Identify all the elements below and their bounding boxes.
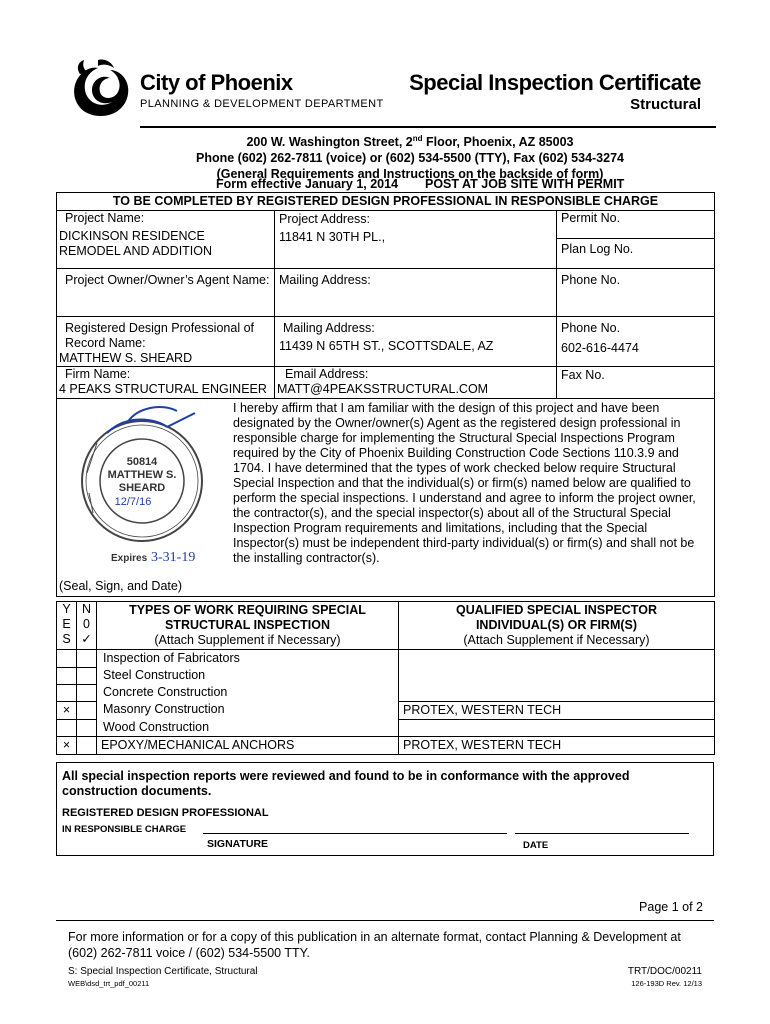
seal-caption: (Seal, Sign, and Date)	[59, 579, 182, 593]
firm-cell	[57, 367, 275, 399]
rdp-name-value[interactable]: MATTHEW S. SHEARD	[59, 351, 193, 365]
inspector[interactable]	[399, 650, 715, 668]
table-row	[57, 719, 715, 737]
work-type: Wood Construction	[97, 719, 399, 737]
header-rule	[140, 126, 716, 128]
types-header	[97, 602, 399, 650]
inspector[interactable]	[399, 719, 715, 737]
seal-name2: SHEARD	[118, 482, 166, 494]
types-header-line1: TYPES OF WORK REQUIRING SPECIAL	[129, 603, 366, 617]
seal-expires-date: 3-31-19	[151, 550, 196, 565]
doc-name: S: Special Inspection Certificate, Structural	[68, 966, 258, 977]
project-address-value[interactable]: 11841 N 30TH PL.,	[279, 230, 386, 244]
rdp-phone-cell	[557, 317, 715, 367]
rdp-label: Registered Design Professional of Record Name:	[65, 321, 254, 350]
yes-header-y: Y	[62, 602, 71, 616]
doc-subtitle: Structural	[630, 96, 701, 113]
no-checkbox[interactable]	[77, 719, 97, 737]
yes-checkbox[interactable]	[57, 667, 77, 684]
form-effective: Form effective January 1, 2014	[216, 177, 399, 191]
phoenix-bird-logo-icon	[68, 56, 134, 118]
inspector[interactable]	[399, 667, 715, 684]
project-name-value[interactable]: DICKINSON RESIDENCE REMODEL AND ADDITION	[59, 229, 213, 258]
affirmation-text: I hereby affirm that I am familiar with the design of this project and have been designated by the Owner/owner(s) Agent as the registered design professional in responsible charge for implementing the Structural Special Inspections Program required by the City of Phoenix Building Construction Code Sections 110.3.9 and 1704. I have determined that the types of work checked below require Structural Special Inspection and that the individual(s) or firm(s) named below are qualified to perform the special inspections. I understand and agree to inform the project owner, the contractor(s), and the special inspector(s) about all of the Structural Special Inspection Program requirements and limitations, including that the Special Inspector(s) must be independent third-party individual(s) or firm(s) and shall not be the installing contractor(s).	[233, 401, 696, 565]
conformance-box	[56, 762, 714, 856]
yes-checkbox[interactable]: ×	[57, 701, 77, 719]
no-header-o: 0	[83, 617, 90, 631]
inspector[interactable]: PROTEX, WESTERN TECH	[399, 737, 715, 755]
org-name: City of Phoenix	[140, 70, 293, 95]
yes-checkbox[interactable]: ×	[57, 737, 77, 755]
qualified-header-line1: QUALIFIED SPECIAL INSPECTOR	[456, 603, 657, 617]
types-header-line3: (Attach Supplement if Necessary)	[154, 633, 341, 647]
project-address-label: Project Address:	[279, 212, 371, 226]
qualified-header	[399, 602, 715, 650]
work-type: Inspection of Fabricators	[97, 650, 399, 668]
no-header-n: N	[81, 602, 92, 616]
work-type: EPOXY/MECHANICAL ANCHORS	[97, 737, 399, 755]
qualified-header-line2: INDIVIDUAL(S) OR FIRM(S)	[475, 618, 638, 632]
permit-label[interactable]: Permit No.	[557, 211, 714, 239]
owner-label[interactable]: Project Owner/Owner’s Agent Name:	[57, 269, 275, 317]
permit-cell	[557, 211, 715, 269]
rdp-phone-value[interactable]: 602-616-4474	[561, 341, 639, 355]
no-checkbox[interactable]	[77, 684, 97, 701]
date-line[interactable]	[515, 833, 689, 834]
plan-log-label[interactable]: Plan Log No.	[561, 242, 634, 256]
affirmation-cell	[57, 399, 715, 597]
no-checkbox[interactable]	[77, 737, 97, 755]
table-row	[57, 667, 715, 684]
doc-code: TRT/DOC/00211	[627, 966, 702, 977]
project-info-table	[56, 192, 715, 597]
yes-checkbox[interactable]	[57, 650, 77, 668]
email-label: Email Address:	[285, 367, 369, 381]
address-block	[150, 131, 670, 182]
firm-value[interactable]: 4 PEAKS STRUCTURAL ENGINEER	[59, 382, 267, 396]
email-value[interactable]: MATT@4PEAKSSTRUCTURAL.COM	[277, 382, 489, 396]
instructions-line: (General Requirements and Instructions on the backside of form)	[216, 167, 604, 182]
rdp-phone-label: Phone No.	[561, 321, 621, 335]
yes-checkbox[interactable]	[57, 684, 77, 701]
owner-mailing-label[interactable]: Mailing Address:	[275, 269, 557, 317]
table-row	[57, 684, 715, 701]
signature-label: SIGNATURE	[207, 838, 269, 850]
no-checkbox[interactable]	[77, 701, 97, 719]
inspection-types-table	[56, 601, 715, 755]
rdp-line1: REGISTERED DESIGN PROFESSIONAL	[62, 807, 269, 819]
yes-header-e: E	[62, 617, 71, 631]
conformance-statement: All special inspection reports were reviewed and found to be in conformance with the approved construction documents.	[62, 769, 630, 798]
project-name-label: Project Name:	[65, 211, 145, 225]
no-header	[77, 602, 97, 650]
address-line: 200 W. Washington Street, 2nd Floor, Phoenix, AZ 85003	[246, 134, 574, 150]
table-row	[57, 650, 715, 668]
qualified-header-line3: (Attach Supplement if Necessary)	[463, 633, 650, 647]
rdp-mailing-value[interactable]: 11439 N 65TH ST., SCOTTSDALE, AZ	[279, 339, 494, 353]
web-path: WEB\dsd_trt_pdf_00211	[68, 979, 150, 988]
signature-line[interactable]	[203, 833, 507, 834]
work-type: Steel Construction	[97, 667, 399, 684]
work-type: Masonry Construction	[97, 701, 399, 719]
page-number: Page 1 of 2	[639, 900, 703, 914]
types-header-line2: STRUCTURAL INSPECTION	[164, 618, 331, 632]
rdp-cell	[57, 317, 275, 367]
engineer-seal-icon	[67, 403, 227, 573]
yes-header-s: S	[62, 632, 71, 646]
inspector[interactable]: PROTEX, WESTERN TECH	[399, 701, 715, 719]
owner-phone-label[interactable]: Phone No.	[557, 269, 715, 317]
seal-date: 12/7/16	[114, 496, 152, 508]
project-name-cell	[57, 211, 275, 269]
rdp-line2: IN RESPONSIBLE CHARGE	[62, 824, 187, 835]
doc-title: Special Inspection Certificate	[409, 70, 701, 95]
table-row	[57, 701, 715, 719]
no-checkbox[interactable]	[77, 650, 97, 668]
table-row	[57, 737, 715, 755]
no-checkbox[interactable]	[77, 667, 97, 684]
footer-info: For more information or for a copy of this publication in an alternate format, contact Planning & Development at (602) 262-7811 voice / (602) 534-5500 TTY.	[68, 930, 681, 960]
dept-name: PLANNING & DEVELOPMENT DEPARTMENT	[140, 98, 384, 110]
project-address-cell	[275, 211, 557, 269]
section-title: TO BE COMPLETED BY REGISTERED DESIGN PROFESSIONAL IN RESPONSIBLE CHARGE	[57, 193, 715, 211]
work-type: Concrete Construction	[97, 684, 399, 701]
no-header-check-icon: ✓	[81, 632, 92, 646]
rdp-mailing-label: Mailing Address:	[283, 321, 375, 335]
inspector[interactable]	[399, 684, 715, 701]
fax-label[interactable]: Fax No.	[557, 367, 715, 399]
yes-checkbox[interactable]	[57, 719, 77, 737]
rdp-mailing-cell	[275, 317, 557, 367]
seal-expires-label: Expires	[111, 553, 148, 564]
seal-name1: MATTHEW S.	[107, 469, 177, 481]
footer-rule	[56, 920, 714, 921]
date-label: DATE	[523, 840, 549, 851]
email-cell	[275, 367, 557, 399]
firm-label: Firm Name:	[65, 367, 131, 381]
yes-header	[57, 602, 77, 650]
seal-number: 50814	[126, 456, 158, 468]
phone-line: Phone (602) 262-7811 (voice) or (602) 534-5500 (TTY), Fax (602) 534-3274	[196, 151, 624, 166]
post-notice: POST AT JOB SITE WITH PERMIT	[425, 177, 625, 191]
revision: 126-193D Rev. 12/13	[631, 979, 702, 988]
